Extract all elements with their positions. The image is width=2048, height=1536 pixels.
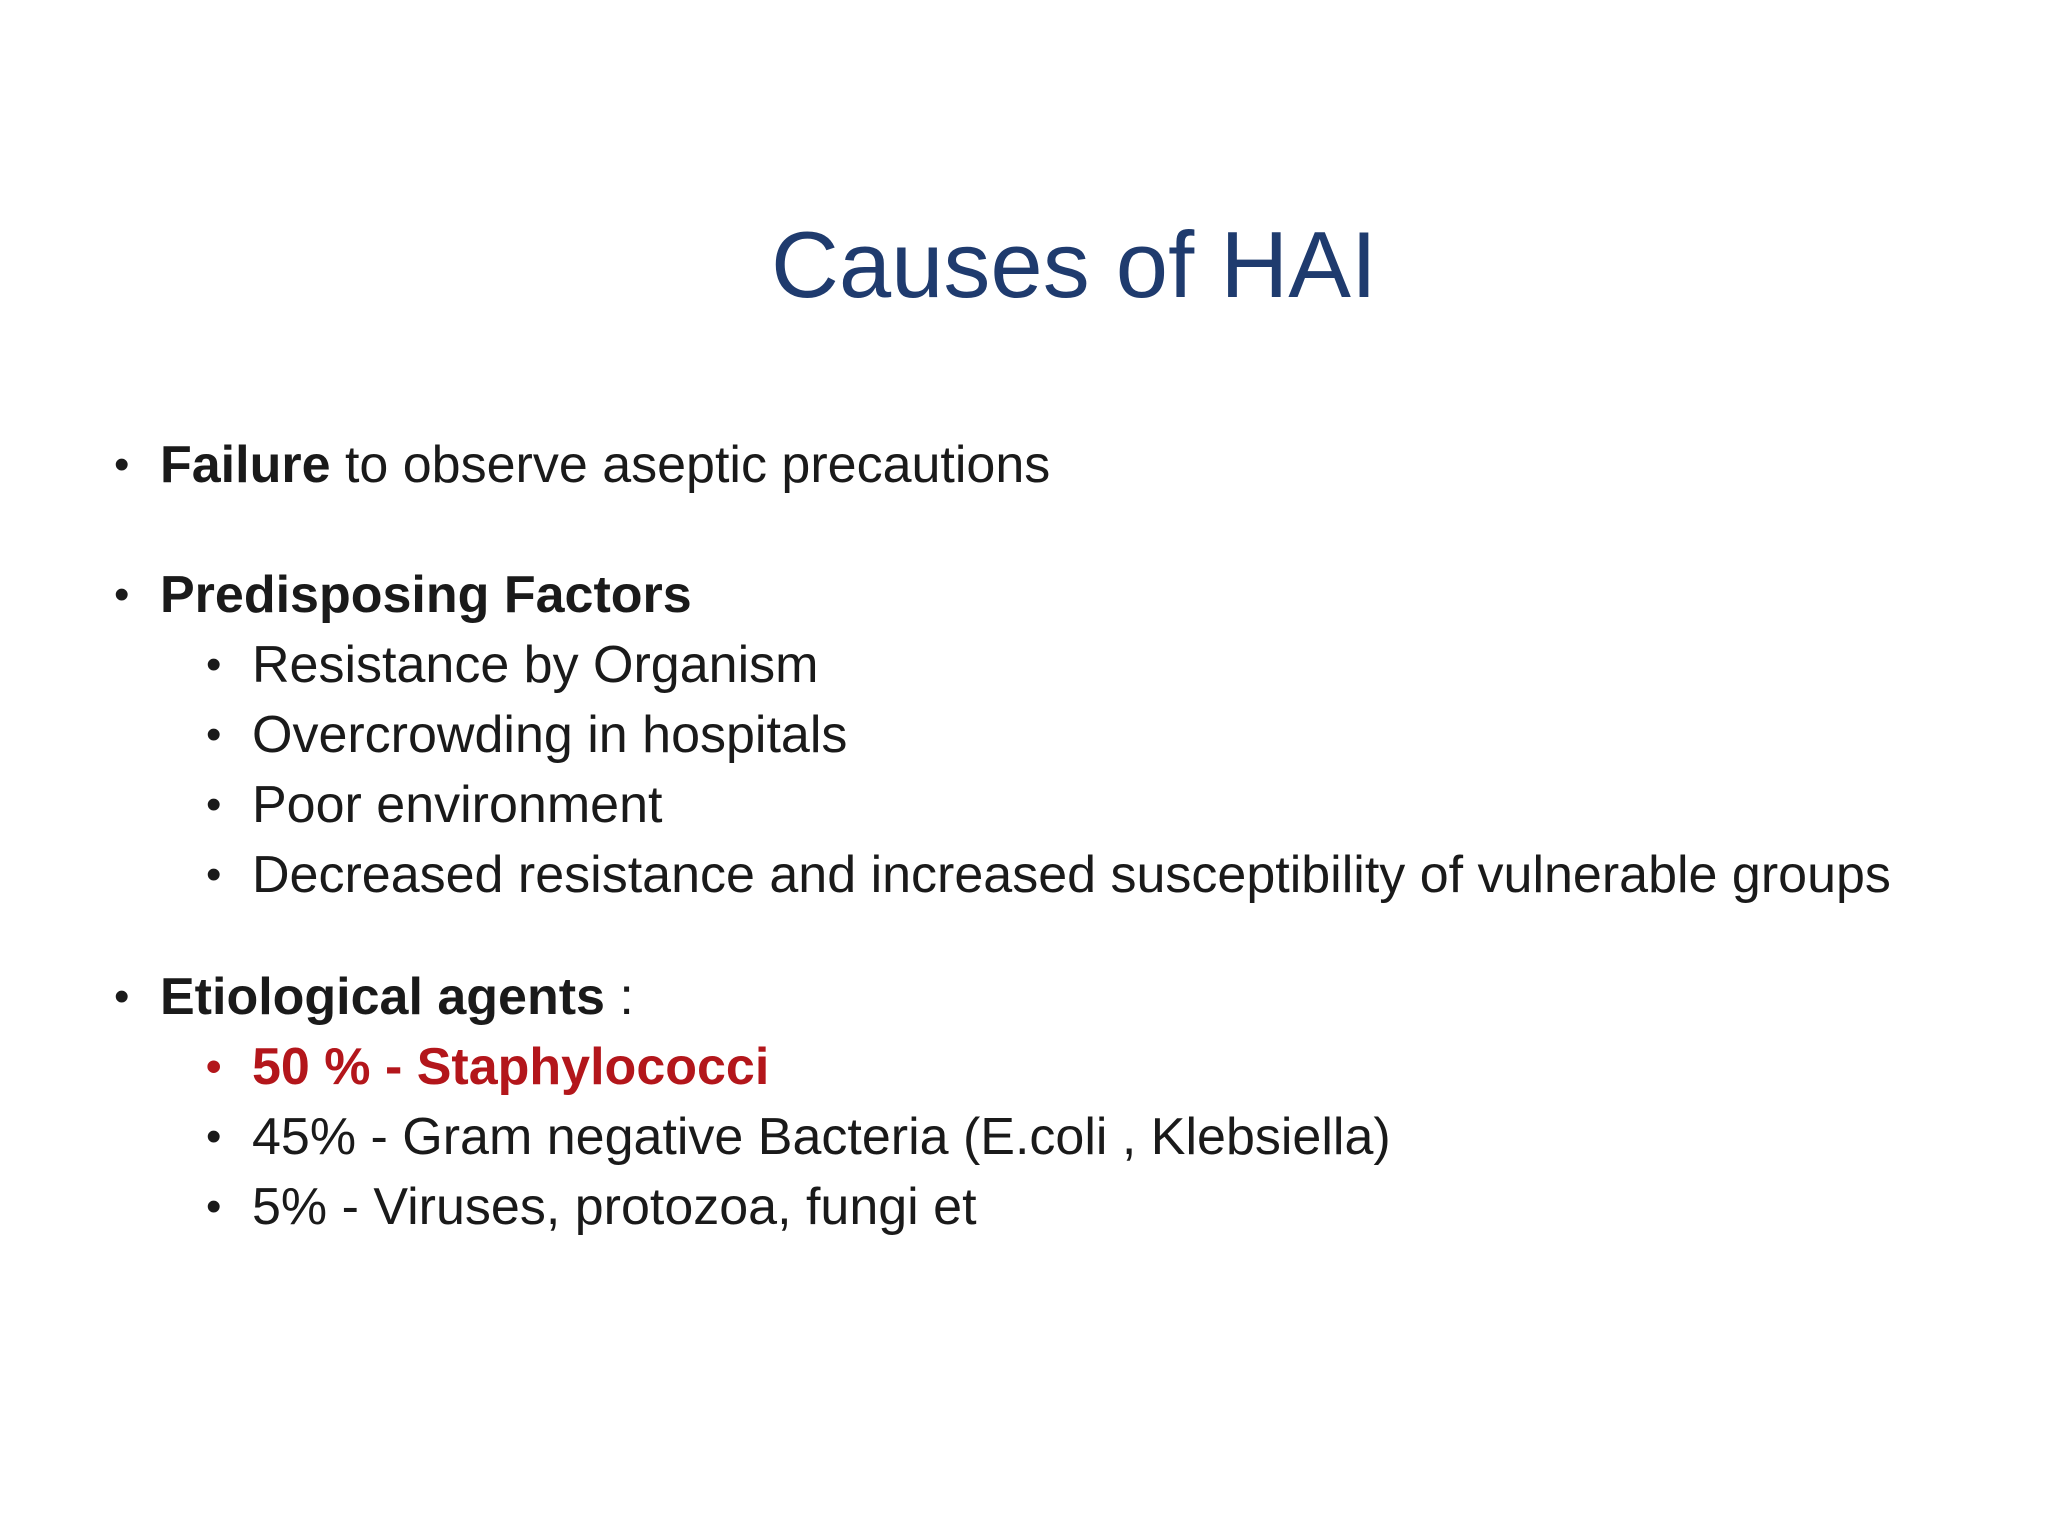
sub-bullet-text: Decreased resistance and increased susceptibility of vulnerable groups <box>252 846 1891 904</box>
sub-bullet-item <box>206 1172 977 1242</box>
sub-bullet-text: 45% - Gram negative Bacteria (E.coli , Klebsiella) <box>252 1108 1391 1166</box>
sub-bullet-text: 5% - Viruses, protozoa, fungi et <box>252 1178 977 1236</box>
bullet-item-etiological-agents <box>114 962 634 1032</box>
bullet-bold-text: Etiological agents <box>160 968 605 1026</box>
bullet-item-failure <box>114 430 1051 500</box>
bullet-text: to observe aseptic precautions <box>330 436 1051 494</box>
bullet-dot-icon: • <box>114 570 130 619</box>
bullet-bold-text: Failure <box>160 436 331 494</box>
sub-bullet-item <box>206 700 848 770</box>
sub-bullet-item <box>206 770 663 840</box>
sub-bullet-text: Overcrowding in hospitals <box>252 706 848 764</box>
sub-bullet-text: Resistance by Organism <box>252 636 819 694</box>
sub-bullet-item-highlight <box>206 1032 770 1102</box>
sub-bullet-item <box>206 840 1891 910</box>
bullet-dot-icon: • <box>114 972 130 1021</box>
bullet-dot-icon: • <box>206 850 222 899</box>
sub-bullet-text: 50 % - Staphylococci <box>252 1038 770 1096</box>
bullet-bold-text: Predisposing Factors <box>160 566 692 624</box>
sub-bullet-item <box>206 630 819 700</box>
sub-bullet-text: Poor environment <box>252 776 663 834</box>
bullet-dot-icon: • <box>114 440 130 489</box>
bullet-dot-icon: • <box>206 1182 222 1231</box>
bullet-dot-icon: • <box>206 710 222 759</box>
bullet-dot-icon: • <box>206 640 222 689</box>
bullet-dot-icon: • <box>206 1042 222 1091</box>
bullet-text: : <box>604 968 634 1026</box>
bullet-dot-icon: • <box>206 780 222 829</box>
slide-title: Causes of HAI <box>770 212 1378 317</box>
bullet-dot-icon: • <box>206 1112 222 1161</box>
bullet-item-predisposing-factors <box>114 560 692 630</box>
sub-bullet-item <box>206 1102 1391 1172</box>
